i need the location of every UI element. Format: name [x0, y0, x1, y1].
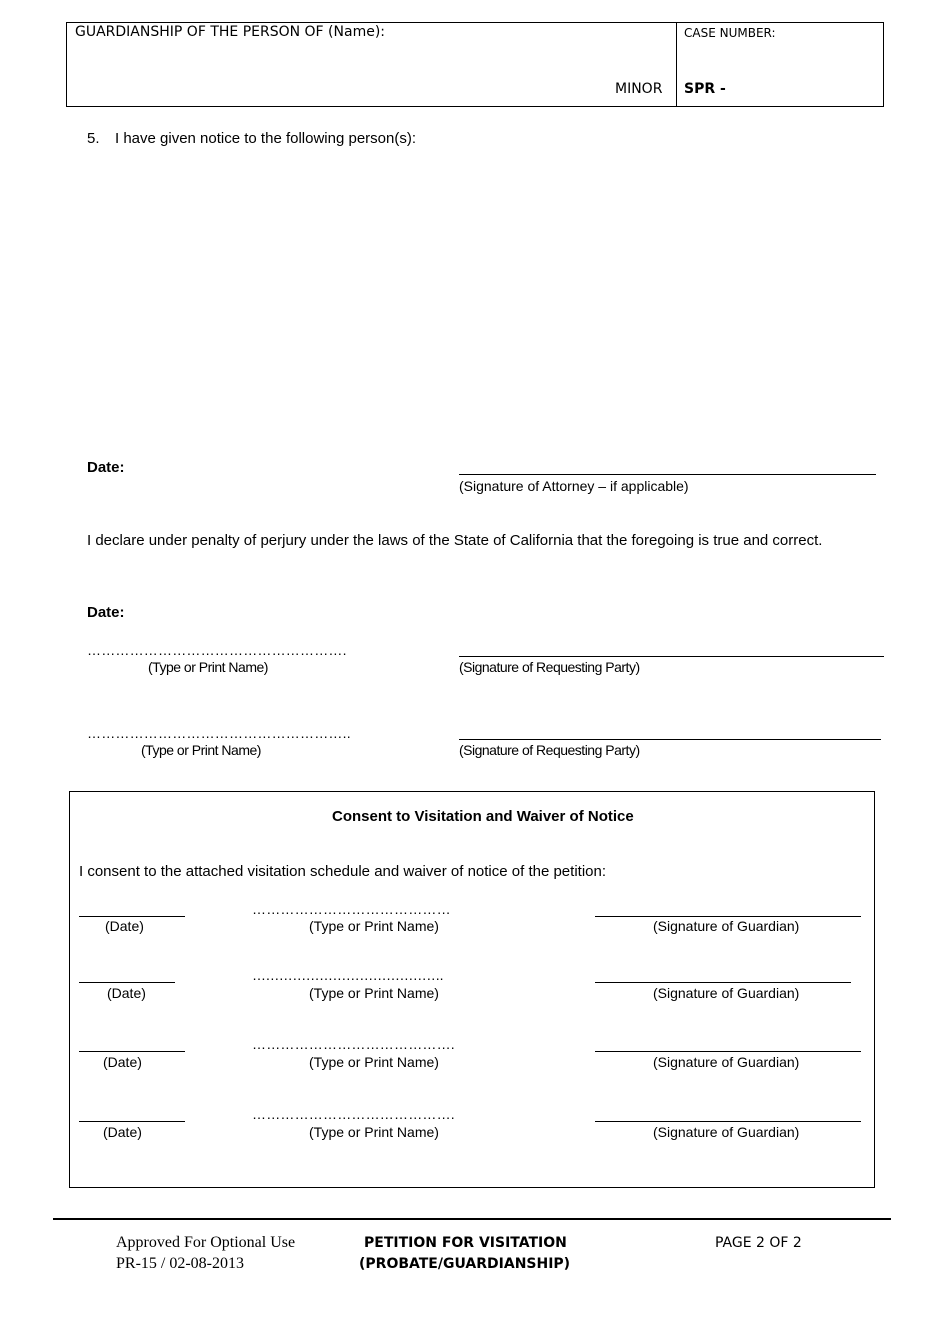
- requesting-party-name-dots: ……………………………………………….: [87, 642, 347, 658]
- consent-date-caption: (Date): [103, 1054, 142, 1070]
- requesting-party-name-dots: ………………………………………………..: [87, 725, 351, 741]
- guardian-signature-line: [595, 1051, 861, 1052]
- consent-text: I consent to the attached visitation schedule and waiver of notice of the petition:: [79, 863, 606, 880]
- consent-date-caption: (Date): [103, 1124, 142, 1140]
- guardian-name-caption: (Type or Print Name): [309, 918, 439, 934]
- page-label: PAGE 2 OF 2: [715, 1235, 802, 1251]
- case-number-label: CASE NUMBER:: [684, 26, 776, 40]
- guardian-name-caption: (Type or Print Name): [309, 1054, 439, 1070]
- guardian-name-dots: …………………………………….: [252, 967, 443, 983]
- guardian-name-dots: …………………………………….: [252, 1036, 455, 1052]
- guardianship-label: GUARDIANSHIP OF THE PERSON OF (Name):: [75, 24, 386, 40]
- case-number-value: SPR -: [684, 81, 726, 97]
- guardian-signature-caption: (Signature of Guardian): [653, 1124, 800, 1140]
- requesting-party-signature-caption: (Signature of Requesting Party): [459, 742, 640, 758]
- consent-date-line: [79, 982, 175, 983]
- notice-item-number: 5.: [87, 130, 100, 147]
- attorney-signature-caption: (Signature of Attorney – if applicable): [459, 478, 689, 494]
- consent-date-caption: (Date): [105, 918, 144, 934]
- consent-date-caption: (Date): [107, 985, 146, 1001]
- approved-text: Approved For Optional Use: [116, 1234, 296, 1251]
- requesting-party-signature-caption: (Signature of Requesting Party): [459, 659, 640, 675]
- requesting-party-signature-line: [459, 739, 881, 740]
- guardian-signature-caption: (Signature of Guardian): [653, 1054, 800, 1070]
- consent-date-line: [79, 916, 185, 917]
- requesting-party-name-caption: (Type or Print Name): [148, 659, 268, 675]
- consent-date-line: [79, 1051, 185, 1052]
- header-divider: [676, 23, 677, 106]
- attorney-signature-line: [459, 474, 876, 475]
- declaration-date-label: Date:: [87, 604, 125, 621]
- form-title-line1: PETITION FOR VISITATION: [364, 1235, 567, 1251]
- footer-rule: [53, 1218, 891, 1220]
- guardian-name-caption: (Type or Print Name): [309, 1124, 439, 1140]
- declaration-text: I declare under penalty of perjury under the laws of the State of California that the foregoing is true and correct.: [87, 532, 823, 549]
- guardian-name-dots: …………………………………….: [252, 1106, 455, 1122]
- requesting-party-name-caption: (Type or Print Name): [141, 742, 261, 758]
- consent-title: Consent to Visitation and Waiver of Notice: [332, 808, 634, 825]
- guardian-name-dots: ……………………………………: [252, 901, 451, 917]
- guardian-name-caption: (Type or Print Name): [309, 985, 439, 1001]
- guardian-signature-line: [595, 982, 851, 983]
- requesting-party-signature-line: [459, 656, 884, 657]
- form-code: PR-15 / 02-08-2013: [116, 1255, 244, 1272]
- guardian-signature-caption: (Signature of Guardian): [653, 918, 800, 934]
- guardian-signature-line: [595, 1121, 861, 1122]
- attorney-date-label: Date:: [87, 459, 125, 476]
- guardian-signature-line: [595, 916, 861, 917]
- form-title-line2: (PROBATE/GUARDIANSHIP): [359, 1256, 571, 1272]
- consent-date-line: [79, 1121, 185, 1122]
- notice-text: I have given notice to the following person(s):: [115, 130, 417, 147]
- guardian-signature-caption: (Signature of Guardian): [653, 985, 800, 1001]
- minor-label: MINOR: [615, 81, 663, 97]
